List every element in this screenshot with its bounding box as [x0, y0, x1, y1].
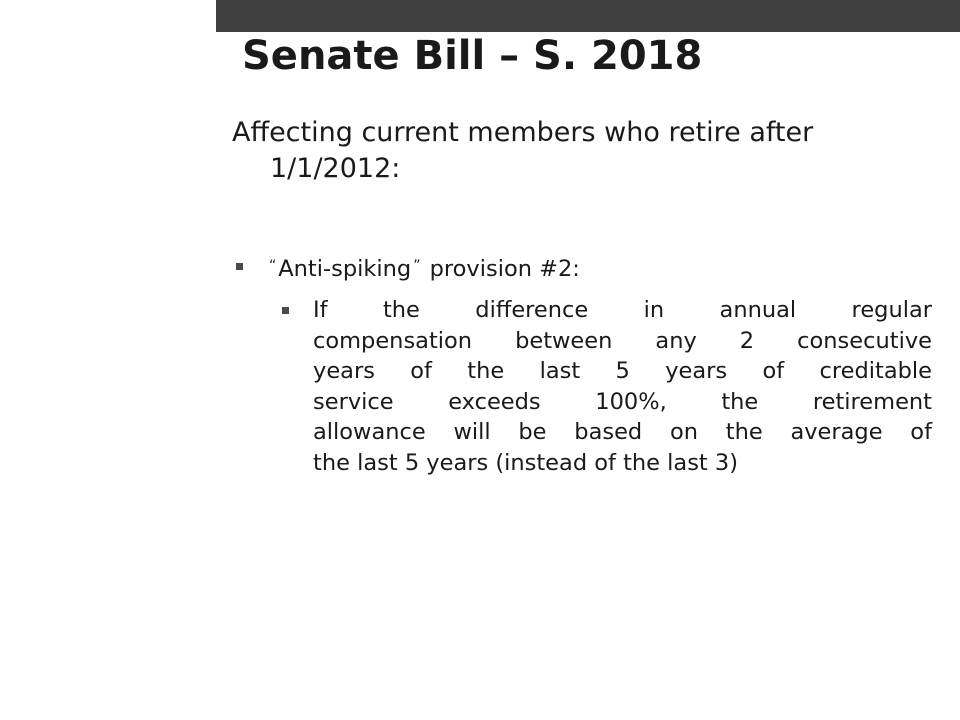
close-quote: ”: [413, 258, 421, 274]
sub-bullet-line: the last 5 years (instead of the last 3): [313, 449, 738, 476]
slide-title: Senate Bill – S. 2018: [242, 33, 703, 79]
sub-bullet-difference: [282, 295, 932, 478]
bullet-anti-spiking: [236, 250, 926, 285]
bullet-anti-spiking-text: [267, 250, 580, 285]
square-bullet-icon: [236, 263, 243, 270]
header-bar: [216, 0, 960, 32]
intro-text: [232, 115, 932, 187]
sub-bullet-line: compensation between any 2 consecutive: [313, 327, 932, 354]
sub-bullet-line: If the difference in annual regular: [313, 297, 932, 323]
sub-bullet-line: years of the last 5 years of creditable: [313, 358, 932, 384]
square-bullet-icon: [282, 307, 289, 314]
intro-line-2: 1/1/2012:: [270, 153, 401, 184]
sub-bullet-line: service exceeds 100%, the retirement: [313, 388, 932, 415]
sub-bullet-line: allowance will be based on the average of: [313, 419, 932, 445]
intro-line-1: Affecting current members who retire after: [232, 117, 814, 148]
provision-label: provision #2:: [422, 256, 580, 282]
open-quote: “: [269, 258, 277, 274]
sub-bullet-difference-text: [313, 295, 932, 478]
anti-spiking-label: Anti-spiking: [278, 256, 412, 282]
